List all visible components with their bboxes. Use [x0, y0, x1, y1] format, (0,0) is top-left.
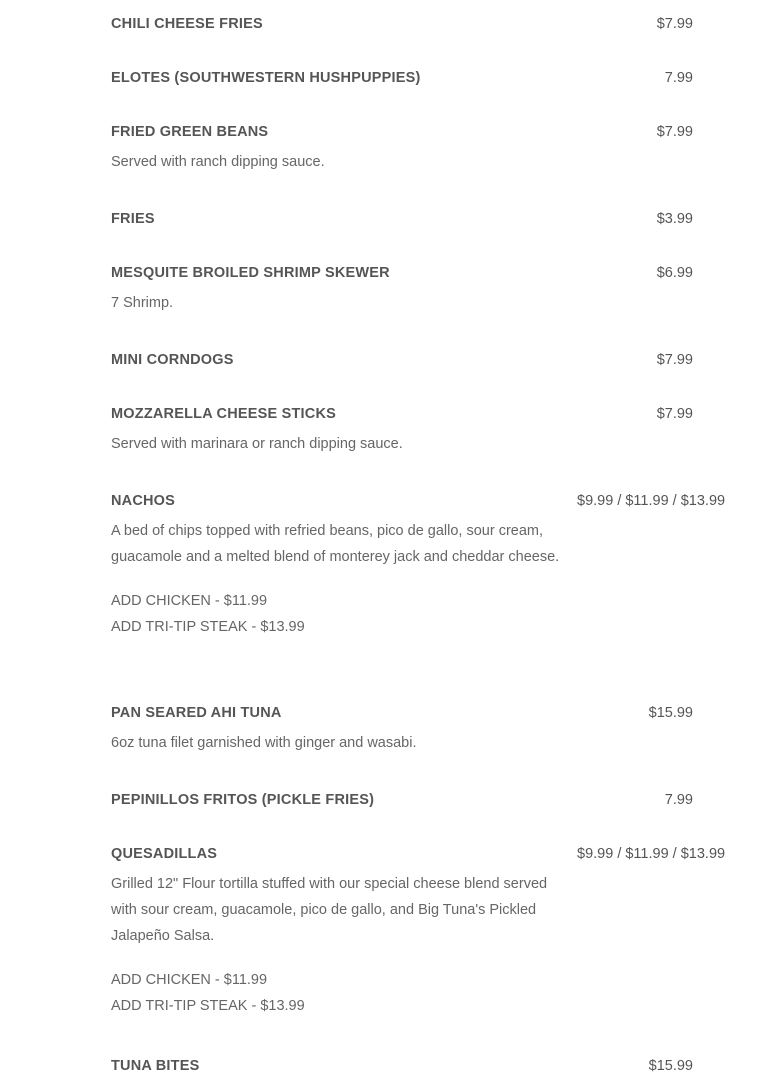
item-price: $15.99	[648, 705, 693, 721]
menu-item	[111, 790, 731, 810]
item-name: PAN SEARED AHI TUNA	[111, 705, 282, 721]
item-addons	[111, 588, 731, 640]
menu-item	[111, 263, 731, 316]
item-name: FRIES	[111, 211, 155, 227]
item-name: MESQUITE BROILED SHRIMP SKEWER	[111, 265, 390, 281]
item-price: $9.99 / $11.99 / $13.99	[577, 846, 726, 862]
menu-item	[111, 209, 731, 229]
item-description: Served with ranch dipping sauce.	[111, 154, 325, 170]
menu-item	[111, 404, 731, 457]
item-description: 7 Shrimp.	[111, 295, 174, 311]
addon-option: ADD CHICKEN - $11.99	[111, 593, 268, 609]
item-price: $9.99 / $11.99 / $13.99	[577, 493, 726, 509]
item-price: $7.99	[656, 406, 693, 422]
item-price: $7.99	[656, 16, 693, 32]
item-description: A bed of chips topped with refried beans, pico de gallo, sour cream, guacamole and a melted blend of monterey jack and cheddar cheese.	[111, 523, 560, 565]
item-description: 6oz tuna filet garnished with ginger and wasabi.	[111, 735, 417, 751]
menu-item	[111, 491, 731, 640]
item-name: ELOTES (SOUTHWESTERN HUSHPUPPIES)	[111, 70, 421, 86]
item-price: $7.99	[656, 352, 693, 368]
item-name: TUNA BITES	[111, 1058, 200, 1074]
menu-item	[111, 122, 731, 175]
item-description: Served with marinara or ranch dipping sauce.	[111, 436, 403, 452]
menu-item	[111, 350, 731, 370]
item-name: QUESADILLAS	[111, 846, 218, 862]
item-addons	[111, 967, 731, 1019]
item-price: $3.99	[656, 211, 693, 227]
item-price: $7.99	[656, 124, 693, 140]
menu-item	[111, 68, 731, 88]
item-name: NACHOS	[111, 493, 176, 509]
addon-option: ADD TRI-TIP STEAK - $13.99	[111, 998, 305, 1014]
item-price: $15.99	[648, 1058, 693, 1074]
item-description: Grilled 12" Flour tortilla stuffed with our special cheese blend served with sour cream, guacamole, pico de gallo, and Big Tuna's Pickled Jalapeño Salsa.	[111, 876, 548, 944]
menu-item	[111, 703, 731, 756]
item-price: 7.99	[664, 70, 693, 86]
item-name: PEPINILLOS FRITOS (PICKLE FRIES)	[111, 792, 375, 808]
menu-item	[111, 844, 731, 1019]
item-name: MOZZARELLA CHEESE STICKS	[111, 406, 336, 422]
menu-item	[111, 14, 731, 34]
addon-option: ADD CHICKEN - $11.99	[111, 972, 268, 988]
item-name: FRIED GREEN BEANS	[111, 124, 269, 140]
addon-option: ADD TRI-TIP STEAK - $13.99	[111, 619, 305, 635]
item-price: $6.99	[656, 265, 693, 281]
item-name: MINI CORNDOGS	[111, 352, 234, 368]
item-name: CHILI CHEESE FRIES	[111, 16, 263, 32]
menu-item	[111, 1056, 731, 1076]
item-price: 7.99	[664, 792, 693, 808]
